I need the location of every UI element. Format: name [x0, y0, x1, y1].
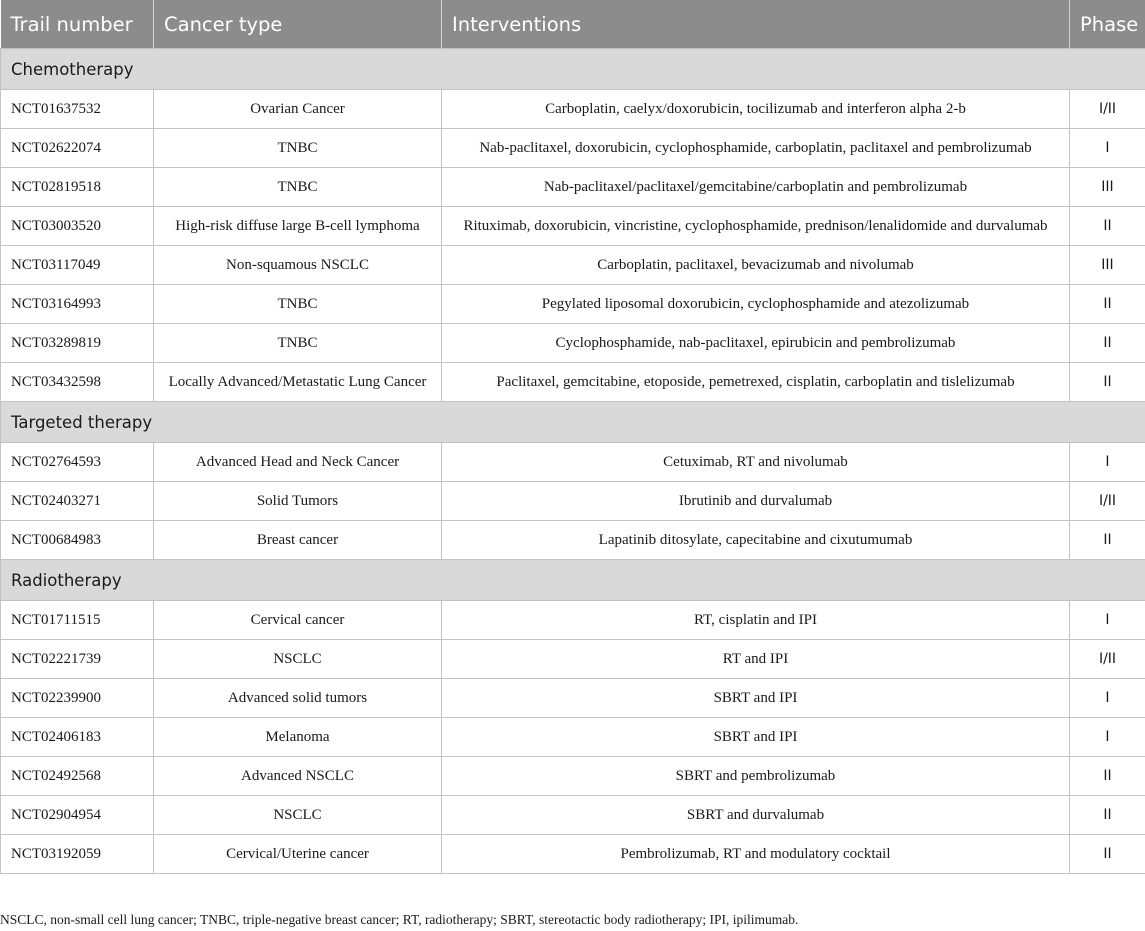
- cancer-type-cell: Breast cancer: [154, 521, 442, 560]
- cancer-type-cell: TNBC: [154, 285, 442, 324]
- table-row: [1, 324, 1145, 363]
- interventions-cell: Ibrutinib and durvalumab: [442, 482, 1070, 521]
- trial-number-cell: NCT03117049: [1, 246, 154, 285]
- interventions-cell: RT, cisplatin and IPI: [442, 601, 1070, 640]
- cancer-type-cell: Melanoma: [154, 718, 442, 757]
- cancer-type-cell: Advanced solid tumors: [154, 679, 442, 718]
- trial-number-cell: NCT03289819: [1, 324, 154, 363]
- trial-number-cell: NCT02819518: [1, 168, 154, 207]
- interventions-cell: Cetuximab, RT and nivolumab: [442, 443, 1070, 482]
- header-row: [1, 0, 1145, 49]
- trial-number-cell: NCT02764593: [1, 443, 154, 482]
- header-phase: Phase: [1070, 0, 1145, 49]
- cancer-type-cell: Locally Advanced/Metastatic Lung Cancer: [154, 363, 442, 402]
- header-interventions: Interventions: [442, 0, 1070, 49]
- interventions-cell: Lapatinib ditosylate, capecitabine and cixutumumab: [442, 521, 1070, 560]
- group-row: [1, 49, 1145, 90]
- group-title: Targeted therapy: [1, 402, 1145, 443]
- phase-cell: I: [1070, 443, 1145, 482]
- phase-cell: II: [1070, 835, 1145, 874]
- phase-cell: II: [1070, 285, 1145, 324]
- table-row: [1, 757, 1145, 796]
- group-row: [1, 402, 1145, 443]
- cancer-type-cell: NSCLC: [154, 796, 442, 835]
- trial-number-cell: NCT02904954: [1, 796, 154, 835]
- table-row: [1, 521, 1145, 560]
- trial-number-cell: NCT01637532: [1, 90, 154, 129]
- trial-number-cell: NCT02492568: [1, 757, 154, 796]
- group-title: Radiotherapy: [1, 560, 1145, 601]
- interventions-cell: Pegylated liposomal doxorubicin, cyclophosphamide and atezolizumab: [442, 285, 1070, 324]
- table-row: [1, 718, 1145, 757]
- cancer-type-cell: NSCLC: [154, 640, 442, 679]
- interventions-cell: SBRT and IPI: [442, 718, 1070, 757]
- phase-cell: II: [1070, 521, 1145, 560]
- interventions-cell: Cyclophosphamide, nab-paclitaxel, epirubicin and pembrolizumab: [442, 324, 1070, 363]
- table-row: [1, 246, 1145, 285]
- table-row: [1, 129, 1145, 168]
- phase-cell: I: [1070, 679, 1145, 718]
- phase-cell: III: [1070, 168, 1145, 207]
- table-row: [1, 90, 1145, 129]
- phase-cell: I/II: [1070, 90, 1145, 129]
- table-row: [1, 207, 1145, 246]
- cancer-type-cell: TNBC: [154, 129, 442, 168]
- table-row: [1, 796, 1145, 835]
- cancer-type-cell: TNBC: [154, 324, 442, 363]
- group-row: [1, 560, 1145, 601]
- table-row: [1, 482, 1145, 521]
- table-row: [1, 679, 1145, 718]
- interventions-cell: SBRT and pembrolizumab: [442, 757, 1070, 796]
- interventions-cell: Nab-paclitaxel, doxorubicin, cyclophosphamide, carboplatin, paclitaxel and pembrolizumab: [442, 129, 1070, 168]
- interventions-cell: Carboplatin, paclitaxel, bevacizumab and nivolumab: [442, 246, 1070, 285]
- trial-number-cell: NCT02406183: [1, 718, 154, 757]
- trial-number-cell: NCT02403271: [1, 482, 154, 521]
- trial-number-cell: NCT02622074: [1, 129, 154, 168]
- trial-number-cell: NCT03003520: [1, 207, 154, 246]
- header-trial-number: Trail number: [1, 0, 154, 49]
- trial-number-cell: NCT01711515: [1, 601, 154, 640]
- cancer-type-cell: TNBC: [154, 168, 442, 207]
- header-cancer-type: Cancer type: [154, 0, 442, 49]
- cancer-type-cell: Advanced NSCLC: [154, 757, 442, 796]
- table-row: [1, 443, 1145, 482]
- trial-number-cell: NCT02239900: [1, 679, 154, 718]
- table-row: [1, 601, 1145, 640]
- phase-cell: I: [1070, 718, 1145, 757]
- interventions-cell: Paclitaxel, gemcitabine, etoposide, pemetrexed, cisplatin, carboplatin and tislelizumab: [442, 363, 1070, 402]
- table-row: [1, 363, 1145, 402]
- cancer-type-cell: Cervical cancer: [154, 601, 442, 640]
- table-row: [1, 640, 1145, 679]
- trial-number-cell: NCT02221739: [1, 640, 154, 679]
- phase-cell: I/II: [1070, 482, 1145, 521]
- cancer-type-cell: High-risk diffuse large B-cell lymphoma: [154, 207, 442, 246]
- cancer-type-cell: Cervical/Uterine cancer: [154, 835, 442, 874]
- interventions-cell: Carboplatin, caelyx/doxorubicin, tocilizumab and interferon alpha 2-b: [442, 90, 1070, 129]
- table-row: [1, 168, 1145, 207]
- interventions-cell: SBRT and IPI: [442, 679, 1070, 718]
- cancer-type-cell: Ovarian Cancer: [154, 90, 442, 129]
- trial-number-cell: NCT03192059: [1, 835, 154, 874]
- interventions-cell: Rituximab, doxorubicin, vincristine, cyclophosphamide, prednison/lenalidomide and durvalumab: [442, 207, 1070, 246]
- phase-cell: II: [1070, 324, 1145, 363]
- phase-cell: II: [1070, 207, 1145, 246]
- interventions-cell: Pembrolizumab, RT and modulatory cocktail: [442, 835, 1070, 874]
- phase-cell: II: [1070, 757, 1145, 796]
- table-row: [1, 285, 1145, 324]
- trial-number-cell: NCT00684983: [1, 521, 154, 560]
- cancer-type-cell: Non-squamous NSCLC: [154, 246, 442, 285]
- group-title: Chemotherapy: [1, 49, 1145, 90]
- trial-number-cell: NCT03164993: [1, 285, 154, 324]
- cancer-type-cell: Advanced Head and Neck Cancer: [154, 443, 442, 482]
- table-footnote: NSCLC, non-small cell lung cancer; TNBC, triple-negative breast cancer; RT, radiotherapy; SBRT, stereotactic body radiotherapy; IPI, ipilimumab.: [0, 912, 799, 927]
- interventions-cell: RT and IPI: [442, 640, 1070, 679]
- phase-cell: II: [1070, 363, 1145, 402]
- phase-cell: II: [1070, 796, 1145, 835]
- phase-cell: I: [1070, 601, 1145, 640]
- trial-number-cell: NCT03432598: [1, 363, 154, 402]
- interventions-cell: Nab-paclitaxel/paclitaxel/gemcitabine/carboplatin and pembrolizumab: [442, 168, 1070, 207]
- phase-cell: I/II: [1070, 640, 1145, 679]
- phase-cell: I: [1070, 129, 1145, 168]
- cancer-type-cell: Solid Tumors: [154, 482, 442, 521]
- table-header: [1, 0, 1145, 49]
- interventions-cell: SBRT and durvalumab: [442, 796, 1070, 835]
- phase-cell: III: [1070, 246, 1145, 285]
- table-row: [1, 835, 1145, 874]
- table-body: [1, 49, 1145, 874]
